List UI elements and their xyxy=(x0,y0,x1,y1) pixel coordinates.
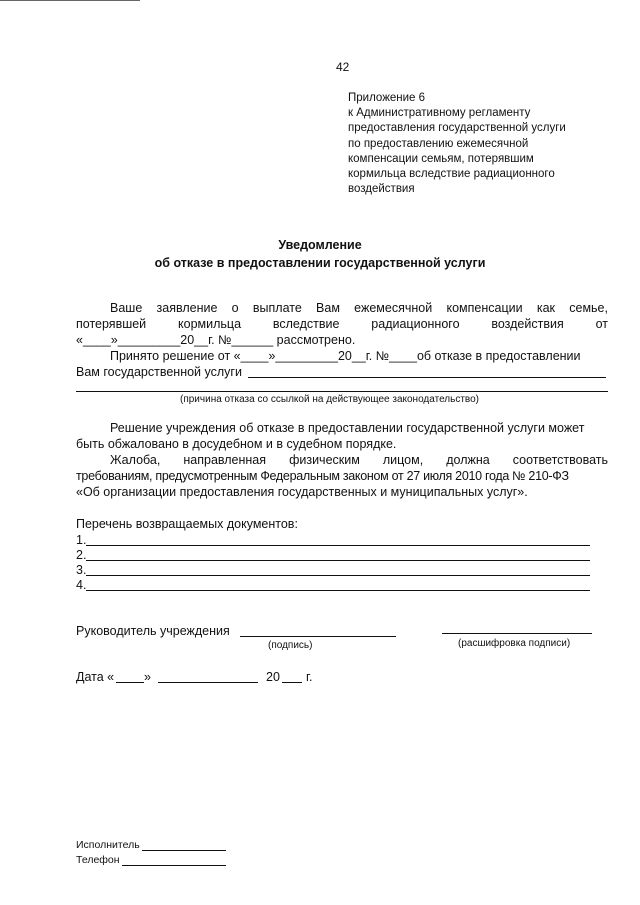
appendix-line: воздействия xyxy=(348,183,415,196)
date-mid: » xyxy=(144,670,151,684)
appeal-line-1: Решение учреждения об отказе в предоставлении государственной услуги может xyxy=(110,421,585,435)
phone-label: Телефон xyxy=(76,854,120,866)
complaint-line-3: «Об организации предоставления государственных и муниципальных услуг». xyxy=(76,485,528,499)
appendix-block xyxy=(348,91,618,197)
appendix-line: Приложение 6 xyxy=(348,92,426,104)
reason-underline-1 xyxy=(248,377,606,378)
date-year-line xyxy=(282,682,302,683)
paragraph-1-line-1 xyxy=(110,301,608,315)
appendix-line: по предоставлению ежемесячной xyxy=(348,137,529,150)
phone-line xyxy=(122,865,226,866)
word: выплате xyxy=(252,301,302,315)
document-item-line xyxy=(86,545,590,546)
paragraph-2-line-1: Принято решение от «____»_________20__г. №____об отказе в предоставлении xyxy=(110,349,581,363)
signature-decode-caption: (расшифровка подписи) xyxy=(458,638,571,649)
date-year: 20 xyxy=(266,670,280,684)
reason-caption: (причина отказа со ссылкой на действующее законодательство) xyxy=(180,394,480,405)
signature-caption: (подпись) xyxy=(268,640,313,651)
complaint-line-2: требованиям, предусмотренным Федеральным законом от 27 июля 2010 года № 210-ФЗ xyxy=(76,469,569,483)
executor-label: Исполнитель xyxy=(76,839,140,851)
paragraph-2-line-2: Вам государственной услуги xyxy=(76,365,242,379)
word: физическим xyxy=(289,453,360,467)
word: Вам xyxy=(316,301,340,315)
appeal-line-2: быть обжаловано в досудебном и в судебном порядке. xyxy=(76,437,397,451)
appendix-line: кормильца вследствие радиационного xyxy=(348,168,555,181)
word: лицом, xyxy=(382,453,424,467)
appendix-line: к Административному регламенту xyxy=(348,107,531,120)
paragraph-1-line-2 xyxy=(76,317,608,331)
word: как xyxy=(536,301,555,315)
document-item-number: 4. xyxy=(76,578,87,592)
word: вследствие xyxy=(272,317,340,331)
document-item-number: 2. xyxy=(76,548,87,562)
document-item-line xyxy=(86,575,590,576)
notice-title: Уведомление xyxy=(278,238,362,252)
word: направленная xyxy=(183,453,267,467)
word: от xyxy=(595,317,608,331)
paragraph-1-line-3: «____»_________20__г. №______ рассмотрено. xyxy=(76,333,356,347)
complaint-line-1 xyxy=(110,453,608,467)
document-item-number: 3. xyxy=(76,563,87,577)
appendix-line: компенсации семьям, потерявшим xyxy=(348,152,534,165)
date-month-line xyxy=(158,682,258,683)
word: заявление xyxy=(156,301,218,315)
word: воздействия xyxy=(491,317,564,331)
signature-decode-line xyxy=(442,633,592,634)
word: компенсации xyxy=(446,301,523,315)
word: о xyxy=(231,301,239,315)
document-item-line xyxy=(86,560,590,561)
word: семье, xyxy=(569,301,608,315)
date-suffix: г. xyxy=(306,670,313,684)
reason-underline-2 xyxy=(76,391,608,392)
appendix-line: предоставления государственной услуги xyxy=(348,122,566,135)
word: должна xyxy=(446,453,490,467)
word: кормильца xyxy=(178,317,242,331)
top-edge-rule xyxy=(0,0,140,1)
document-item-number: 1. xyxy=(76,533,87,547)
date-prefix: Дата « xyxy=(76,670,115,684)
executor-line xyxy=(142,850,226,851)
word: соответствовать xyxy=(512,453,608,467)
notice-subtitle: об отказе в предоставлении государственной услуги xyxy=(154,256,486,270)
signature-line xyxy=(240,636,396,637)
date-day-line xyxy=(116,682,144,683)
document-item-line xyxy=(86,590,590,591)
word: Жалоба, xyxy=(110,453,161,467)
documents-heading: Перечень возвращаемых документов: xyxy=(76,517,298,531)
word: ежемесячной xyxy=(354,301,433,315)
word: радиационного xyxy=(371,317,460,331)
word: потерявшей xyxy=(76,317,147,331)
signature-label: Руководитель учреждения xyxy=(76,624,230,638)
word: Ваше xyxy=(110,301,143,315)
page-number: 42 xyxy=(336,60,350,74)
